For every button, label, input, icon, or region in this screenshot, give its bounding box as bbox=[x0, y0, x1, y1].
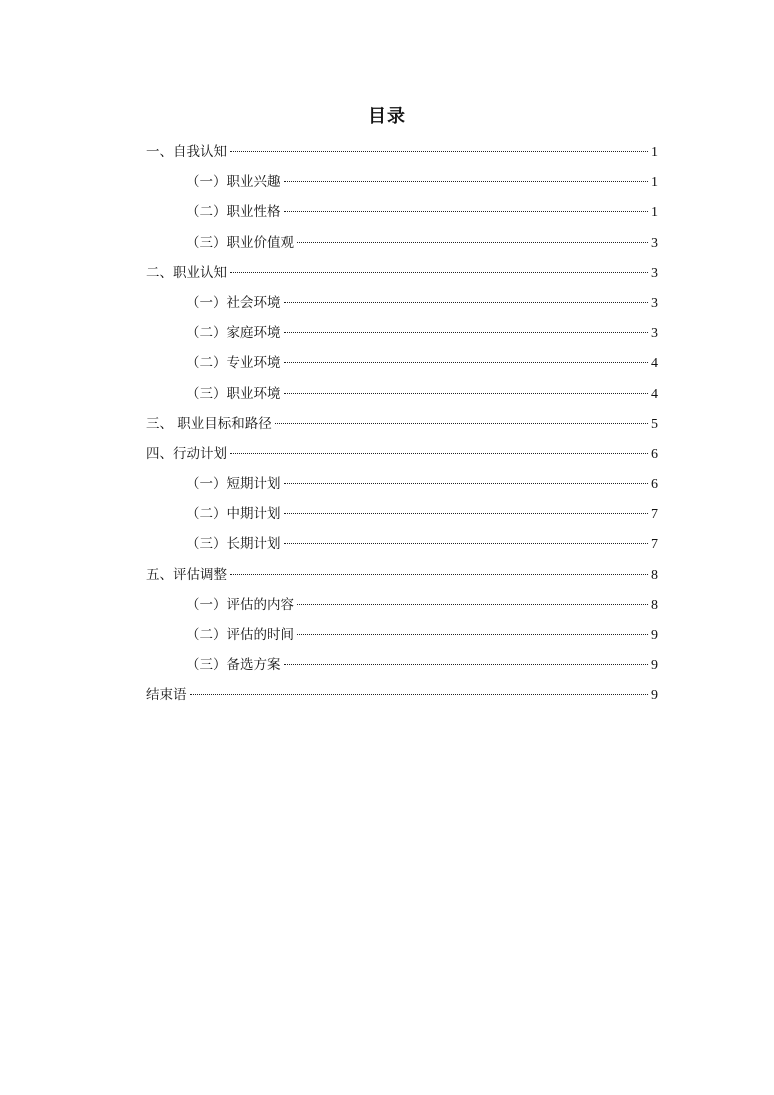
toc-entry-page-number: 9 bbox=[651, 628, 658, 643]
toc-entry-label: （三）职业价值观 bbox=[186, 234, 294, 251]
toc-dot-leader bbox=[284, 332, 649, 333]
toc-entry-page-number: 1 bbox=[651, 175, 658, 191]
toc-dot-leader bbox=[230, 272, 648, 273]
toc-entry-label: （一）社会环境 bbox=[186, 294, 281, 311]
toc-entry-label: （三）长期计划 bbox=[186, 536, 281, 553]
toc-entry-label: （一）评估的内容 bbox=[186, 596, 294, 613]
toc-entry-label: 一、自我认知 bbox=[146, 144, 227, 160]
toc-dot-leader bbox=[284, 483, 649, 484]
table-of-contents bbox=[146, 137, 658, 711]
toc-entry-label: 四、行动计划 bbox=[146, 445, 227, 462]
toc-entry-page-number: 5 bbox=[651, 416, 658, 432]
toc-entry-label: （二）职业性格 bbox=[186, 204, 281, 221]
toc-entry-label: 结束语 bbox=[146, 687, 187, 704]
toc-entry[interactable] bbox=[146, 318, 658, 348]
toc-entry-label: （一）职业兴趣 bbox=[186, 174, 281, 191]
toc-dot-leader bbox=[230, 151, 648, 152]
toc-entry-page-number: 1 bbox=[651, 205, 658, 221]
toc-entry-page-number: 8 bbox=[651, 567, 658, 583]
toc-dot-leader bbox=[284, 393, 649, 394]
toc-dot-leader bbox=[284, 302, 649, 303]
toc-entry-label: （二）专业环境 bbox=[186, 355, 281, 372]
toc-entry[interactable] bbox=[146, 469, 658, 499]
toc-dot-leader bbox=[297, 242, 648, 243]
toc-entry-label: 三、 职业目标和路径 bbox=[146, 415, 272, 432]
toc-entry-label: （三）备选方案 bbox=[186, 657, 281, 674]
toc-entry[interactable] bbox=[146, 409, 658, 439]
toc-dot-leader bbox=[230, 574, 648, 575]
toc-entry-page-number: 4 bbox=[651, 386, 658, 402]
toc-entry[interactable] bbox=[146, 499, 658, 529]
toc-dot-leader bbox=[297, 634, 648, 635]
toc-entry[interactable] bbox=[146, 590, 658, 620]
toc-dot-leader bbox=[284, 362, 649, 363]
toc-dot-leader bbox=[284, 211, 649, 212]
toc-entry-label: （二）家庭环境 bbox=[186, 325, 281, 342]
toc-entry-page-number: 3 bbox=[651, 326, 658, 342]
toc-entry[interactable] bbox=[146, 228, 658, 258]
toc-entry-page-number: 6 bbox=[651, 477, 658, 493]
toc-dot-leader bbox=[284, 181, 649, 182]
toc-entry[interactable] bbox=[146, 529, 658, 559]
page-title: 目录 bbox=[368, 106, 406, 127]
toc-entry-label: 五、评估调整 bbox=[146, 566, 227, 583]
toc-entry[interactable] bbox=[146, 167, 658, 197]
toc-entry[interactable] bbox=[146, 439, 658, 469]
toc-entry[interactable] bbox=[146, 197, 658, 227]
toc-dot-leader bbox=[284, 664, 649, 665]
toc-dot-leader bbox=[230, 453, 648, 454]
toc-dot-leader bbox=[275, 423, 648, 424]
toc-entry-page-number: 3 bbox=[651, 295, 658, 311]
toc-dot-leader bbox=[284, 543, 649, 544]
toc-entry[interactable] bbox=[146, 288, 658, 318]
toc-entry-label: （二）评估的时间 bbox=[186, 627, 294, 643]
toc-entry[interactable] bbox=[146, 137, 658, 167]
toc-entry-label: （二）中期计划 bbox=[186, 506, 281, 523]
toc-entry[interactable] bbox=[146, 620, 658, 650]
toc-entry-page-number: 6 bbox=[651, 446, 658, 462]
toc-entry-label: 二、职业认知 bbox=[146, 264, 227, 281]
toc-dot-leader bbox=[284, 513, 649, 514]
toc-entry[interactable] bbox=[146, 348, 658, 378]
toc-entry[interactable] bbox=[146, 379, 658, 409]
toc-entry-page-number: 7 bbox=[651, 507, 658, 523]
toc-entry-page-number: 7 bbox=[651, 537, 658, 553]
toc-entry[interactable] bbox=[146, 560, 658, 590]
toc-entry[interactable] bbox=[146, 258, 658, 288]
toc-entry-label: （三）职业环境 bbox=[186, 385, 281, 402]
toc-entry-page-number: 9 bbox=[651, 688, 658, 704]
toc-entry-page-number: 9 bbox=[651, 658, 658, 674]
toc-entry[interactable] bbox=[146, 680, 658, 710]
toc-entry-page-number: 4 bbox=[651, 356, 658, 372]
toc-entry-page-number: 1 bbox=[651, 145, 658, 160]
toc-entry[interactable] bbox=[146, 650, 658, 680]
toc-dot-leader bbox=[297, 604, 648, 605]
toc-entry-page-number: 3 bbox=[651, 265, 658, 281]
toc-entry-page-number: 3 bbox=[651, 235, 658, 251]
toc-entry-label: （一）短期计划 bbox=[186, 476, 281, 493]
toc-dot-leader bbox=[190, 694, 649, 695]
toc-entry-page-number: 8 bbox=[651, 597, 658, 613]
